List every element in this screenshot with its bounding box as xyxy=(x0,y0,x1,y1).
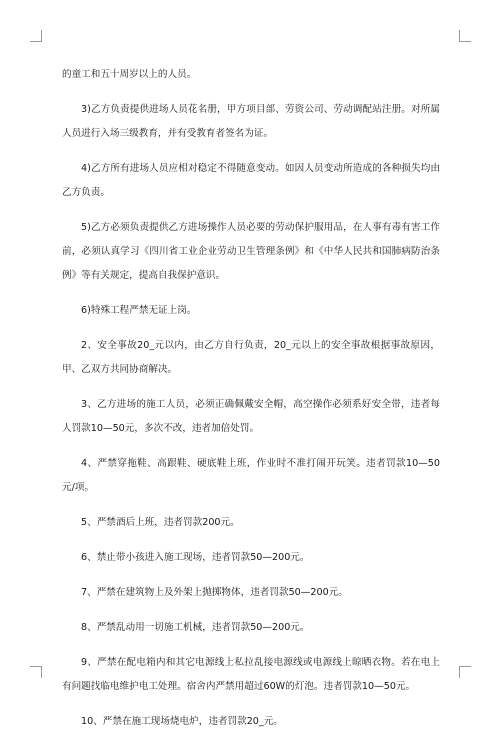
document-body xyxy=(62,63,440,745)
paragraph-3: 4)乙方所有进场人员应相对稳定不得随意变动。如因人员变动所造成的各种损失均由乙方负责。 xyxy=(62,163,440,198)
crop-mark-bottom-left xyxy=(30,666,42,678)
paragraph-7: 3、乙方进场的施工人员，必须正确佩戴安全帽，高空操作必须系好安全带，违者每人罚款10—50元，多次不改，违者加倍处罚。 xyxy=(62,399,440,434)
crop-mark-top-right xyxy=(459,30,471,42)
crop-mark-top-left xyxy=(30,30,42,42)
paragraph-14: 10、严禁在施工现场烧电炉，违者罚款20_元。 xyxy=(81,716,283,727)
paragraph-12: 8、严禁乱动用一切施工机械，违者罚款50—200元。 xyxy=(81,622,310,633)
paragraph-9: 5、严禁酒后上班，违者罚款200元。 xyxy=(81,517,240,528)
paragraph-10: 6、禁止带小孩进入施工现场，违者罚款50—200元。 xyxy=(81,552,310,563)
paragraph-5: 6)特殊工程严禁无证上岗。 xyxy=(81,305,197,316)
paragraph-6: 2、安全事故20_元以内，由乙方自行负责，20_元以上的安全事故根据事故原因，甲、乙双方共同协商解决。 xyxy=(62,340,440,375)
paragraph-8: 4、严禁穿拖鞋、高跟鞋、硬底鞋上班，作业时不准打闹开玩笑。违者罚款10—50元/项。 xyxy=(62,458,440,493)
paragraph-11: 7、严禁在建筑物上及外架上抛掷物体，违者罚款50—200元。 xyxy=(81,587,348,598)
paragraph-13: 9、严禁在配电箱内和其它电源线上私拉乱接电源线或电源线上晾晒衣物。若在电上有问题找临电维护电工处理。宿舍内严禁用超过60W的灯泡。违者罚款10—50元。 xyxy=(62,657,440,692)
paragraph-1: 的童工和五十周岁以上的人员。 xyxy=(62,69,197,80)
paragraph-4: 5)乙方必须负责提供乙方进场操作人员必要的劳动保护服用品，在人事有毒有害工作前，必须认真学习《四川省工业企业劳动卫生管理条例》和《中华人民共和国肺病防治条例》等有关规定，提高自我保护意识。 xyxy=(62,222,440,281)
paragraph-2: 3)乙方负责提供进场人员花名册，甲方项目部、劳资公司、劳动调配站注册。对所属人员进行入场三级教育，并有受教育者签名为证。 xyxy=(62,104,440,139)
crop-mark-bottom-right xyxy=(459,666,471,678)
